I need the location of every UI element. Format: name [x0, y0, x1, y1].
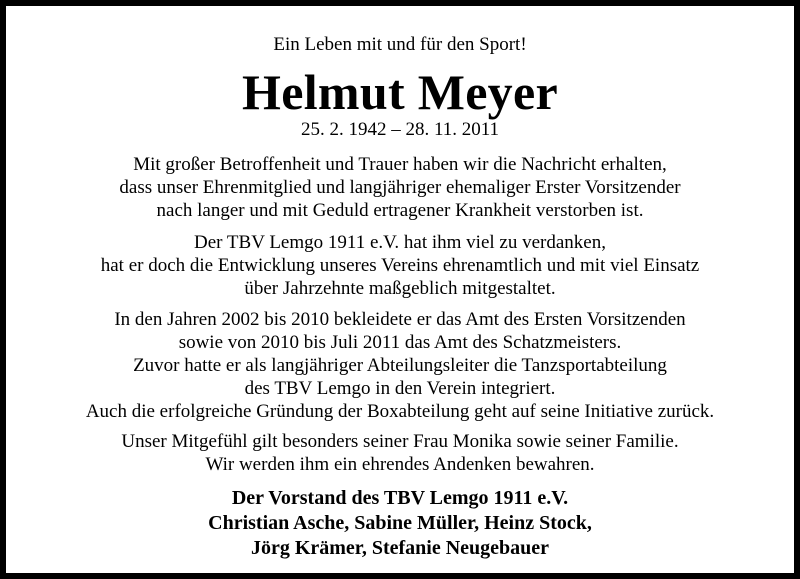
text-line: Wir werden ihm ein ehrendes Andenken bewahren. — [205, 454, 595, 475]
text-line: Mit großer Betroffenheit und Trauer haben wir die Nachricht erhalten, — [133, 154, 667, 175]
text-line: Zuvor hatte er als langjähriger Abteilungsleiter die Tanzsportabteilung — [133, 355, 667, 376]
text-line: dass unser Ehrenmitglied und langjähriger ehemaliger Erster Vorsitzender — [119, 177, 681, 198]
text-line: über Jahrzehnte maßgeblich mitgestaltet. — [244, 278, 556, 299]
signature-organization — [6, 486, 794, 511]
text-line: Unser Mitgefühl gilt besonders seiner Frau Monika sowie seiner Familie. — [121, 431, 679, 452]
paragraph-career — [6, 308, 794, 423]
text-line: In den Jahren 2002 bis 2010 bekleidete er das Amt des Ersten Vorsitzenden — [114, 309, 686, 330]
text-line: Auch die erfolgreiche Gründung der Boxabteilung geht auf seine Initiative zurück. — [85, 401, 715, 422]
text-line: hat er doch die Entwicklung unseres Vereins ehrenamtlich und mit viel Einsatz — [100, 255, 700, 276]
text-line: nach langer und mit Geduld ertragener Krankheit verstorben ist. — [156, 200, 644, 221]
names-line: Jörg Krämer, Stefanie Neugebauer — [250, 537, 550, 559]
life-dates: 25. 2. 1942 – 28. 11. 2011 — [300, 119, 500, 140]
deceased-name: Helmut Meyer — [242, 64, 558, 120]
paragraph-announcement — [6, 153, 794, 222]
names-line: Christian Asche, Sabine Müller, Heinz Stock, — [208, 512, 592, 534]
text-line: sowie von 2010 bis Juli 2011 das Amt des Schatzmeisters. — [178, 332, 622, 353]
text-line: Der TBV Lemgo 1911 e.V. hat ihm viel zu verdanken, — [194, 232, 606, 253]
motto: Ein Leben mit und für den Sport! — [273, 34, 527, 55]
paragraph-gratitude — [6, 231, 794, 300]
organization-line: Der Vorstand des TBV Lemgo 1911 e.V. — [231, 487, 569, 509]
paragraph-condolence — [6, 430, 794, 476]
text-line: des TBV Lemgo in den Verein integriert. — [244, 378, 556, 399]
signature-names — [6, 511, 794, 561]
